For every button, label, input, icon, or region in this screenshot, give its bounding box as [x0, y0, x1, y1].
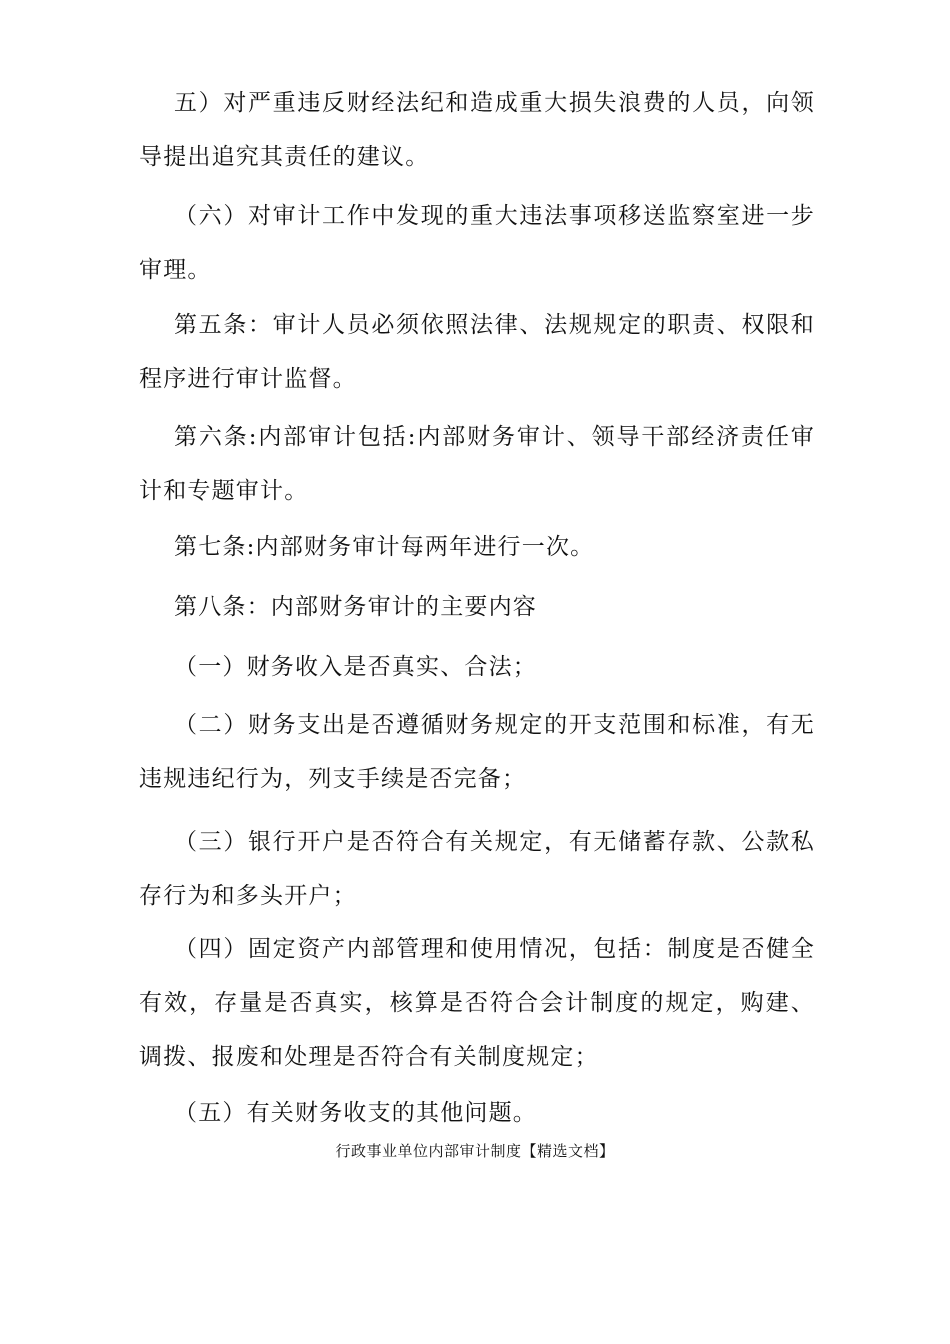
paragraph-item-3: （三）银行开户是否符合有关规定，有无储蓄存款、公款私存行为和多头开户； — [139, 829, 815, 909]
paragraph-article-5: 第五条：审计人员必须依照法律、法规规定的职责、权限和程序进行审计监督。 — [139, 312, 815, 392]
paragraph-item-4: （四）固定资产内部管理和使用情况，包括：制度是否健全有效，存量是否真实，核算是否符合会计制度的规定，购建、调拨、报废和处理是否符合有关制度规定； — [139, 936, 815, 1070]
paragraph-item-5: （五）有关财务收支的其他问题。 — [174, 1100, 537, 1126]
page-footer: 行政事业单位内部审计制度【精选文档】 — [335, 1142, 615, 1160]
paragraph-item-2: （二）财务支出是否遵循财务规定的开支范围和标准，有无违规违纪行为，列支手续是否完备； — [139, 712, 815, 792]
paragraph-item-1: （一）财务收入是否真实、合法； — [174, 654, 537, 680]
paragraph-article-7: 第七条:内部财务审计每两年进行一次。 — [174, 534, 595, 560]
paragraph-item-5-clause: 五）对严重违反财经法纪和造成重大损失浪费的人员，向领导提出追究其责任的建议。 — [139, 90, 815, 170]
paragraph-item-6-clause: （六）对审计工作中发现的重大违法事项移送监察室进一步审理。 — [139, 203, 815, 283]
paragraph-article-8: 第八条：内部财务审计的主要内容 — [174, 594, 537, 620]
paragraph-article-6: 第六条:内部审计包括:内部财务审计、领导干部经济责任审计和专题审计。 — [139, 424, 815, 504]
